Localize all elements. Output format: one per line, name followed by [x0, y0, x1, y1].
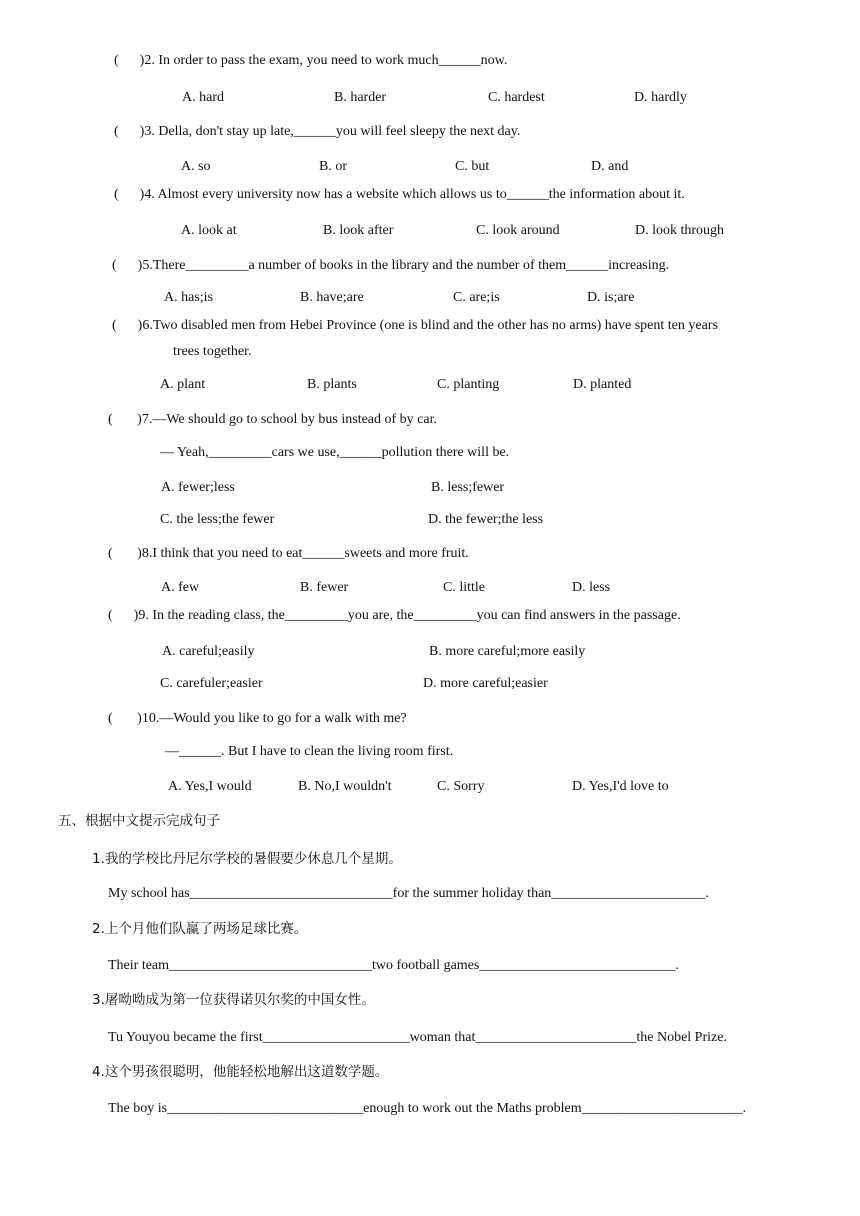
- q8-option-b: B. fewer: [300, 580, 349, 595]
- question-7-stem: ( )7.—We should go to school by bus instead of by car.: [108, 412, 437, 427]
- q10-option-a: A. Yes,I would: [168, 779, 252, 794]
- q3-option-c: C. but: [455, 159, 490, 174]
- q9-option-d: D. more careful;easier: [423, 676, 548, 691]
- q9-option-b: B. more careful;more easily: [429, 644, 586, 659]
- q3-option-b: B. or: [319, 159, 347, 174]
- q2-option-c: C. hardest: [488, 90, 545, 105]
- q10-option-d: D. Yes,I'd love to: [572, 779, 669, 794]
- sentence-4-chinese: 4.这个男孩很聪明，他能轻松地解出这道数学题。: [92, 1064, 389, 1080]
- q8-option-a: A. few: [161, 580, 200, 595]
- q6-option-b: B. plants: [307, 377, 357, 392]
- question-4-stem: ( )4. Almost every university now has a website which allows us to______the information about it.: [114, 187, 685, 202]
- q7-option-a: A. fewer;less: [161, 480, 235, 495]
- q7-option-d: D. the fewer;the less: [428, 512, 544, 527]
- question-10-dialogue: —______. But I have to clean the living room first.: [165, 744, 454, 759]
- question-3-stem: ( )3. Della, don't stay up late,______you will feel sleepy the next day.: [114, 124, 521, 139]
- q4-option-c: C. look around: [476, 223, 560, 238]
- question-9-stem: ( )9. In the reading class, the_________you are, the_________you can find answers in the passage.: [108, 608, 681, 623]
- question-10-stem: ( )10.—Would you like to go for a walk with me?: [108, 711, 407, 726]
- q3-option-a: A. so: [181, 159, 211, 174]
- q2-option-b: B. harder: [334, 90, 387, 105]
- sentence-2-english: Their team_____________________________two football games____________________________.: [108, 958, 679, 973]
- q10-option-c: C. Sorry: [437, 779, 485, 794]
- question-6-stem-continued: trees together.: [173, 344, 252, 359]
- q7-option-b: B. less;fewer: [431, 480, 505, 495]
- q6-option-d: D. planted: [573, 377, 632, 392]
- q9-option-c: C. carefuler;easier: [160, 676, 263, 691]
- q6-option-a: A. plant: [160, 377, 206, 392]
- sentence-1-english: My school has_____________________________for the summer holiday than______________________.: [108, 886, 709, 901]
- sentence-2-chinese: 2.上个月他们队赢了两场足球比赛。: [92, 921, 308, 937]
- q5-option-c: C. are;is: [453, 290, 500, 305]
- q7-option-c: C. the less;the fewer: [160, 512, 275, 527]
- q8-option-c: C. little: [443, 580, 485, 595]
- q9-option-a: A. careful;easily: [162, 644, 255, 659]
- q5-option-b: B. have;are: [300, 290, 364, 305]
- q5-option-d: D. is;are: [587, 290, 635, 305]
- sentence-4-english: The boy is____________________________enough to work out the Maths problem_______________________.: [108, 1101, 747, 1116]
- question-8-stem: ( )8.I think that you need to eat______sweets and more fruit.: [108, 546, 469, 561]
- q4-option-d: D. look through: [635, 223, 725, 238]
- sentence-3-chinese: 3.屠呦呦成为第一位获得诺贝尔奖的中国女性。: [92, 992, 375, 1008]
- q8-option-d: D. less: [572, 580, 611, 595]
- q6-option-c: C. planting: [437, 377, 500, 392]
- q5-option-a: A. has;is: [164, 290, 213, 305]
- q2-option-a: A. hard: [182, 90, 224, 105]
- question-2-stem: ( )2. In order to pass the exam, you need to work much______now.: [114, 53, 508, 68]
- sentence-1-chinese: 1.我的学校比丹尼尔学校的暑假要少休息几个星期。: [92, 851, 402, 867]
- q4-option-b: B. look after: [323, 223, 394, 238]
- q3-option-d: D. and: [591, 159, 629, 174]
- sentence-3-english: Tu Youyou became the first_____________________woman that_______________________the Nobel Prize.: [108, 1030, 727, 1045]
- q4-option-a: A. look at: [181, 223, 237, 238]
- section-5-title: 五、根据中文提示完成句子: [58, 813, 220, 829]
- question-7-dialogue: — Yeah,_________cars we use,______pollution there will be.: [160, 445, 510, 460]
- question-6-stem: ( )6.Two disabled men from Hebei Province (one is blind and the other has no arms) have spent ten years: [112, 318, 718, 333]
- question-5-stem: ( )5.There_________a number of books in the library and the number of them______increasing.: [112, 258, 670, 273]
- q2-option-d: D. hardly: [634, 90, 687, 105]
- q10-option-b: B. No,I wouldn't: [298, 779, 392, 794]
